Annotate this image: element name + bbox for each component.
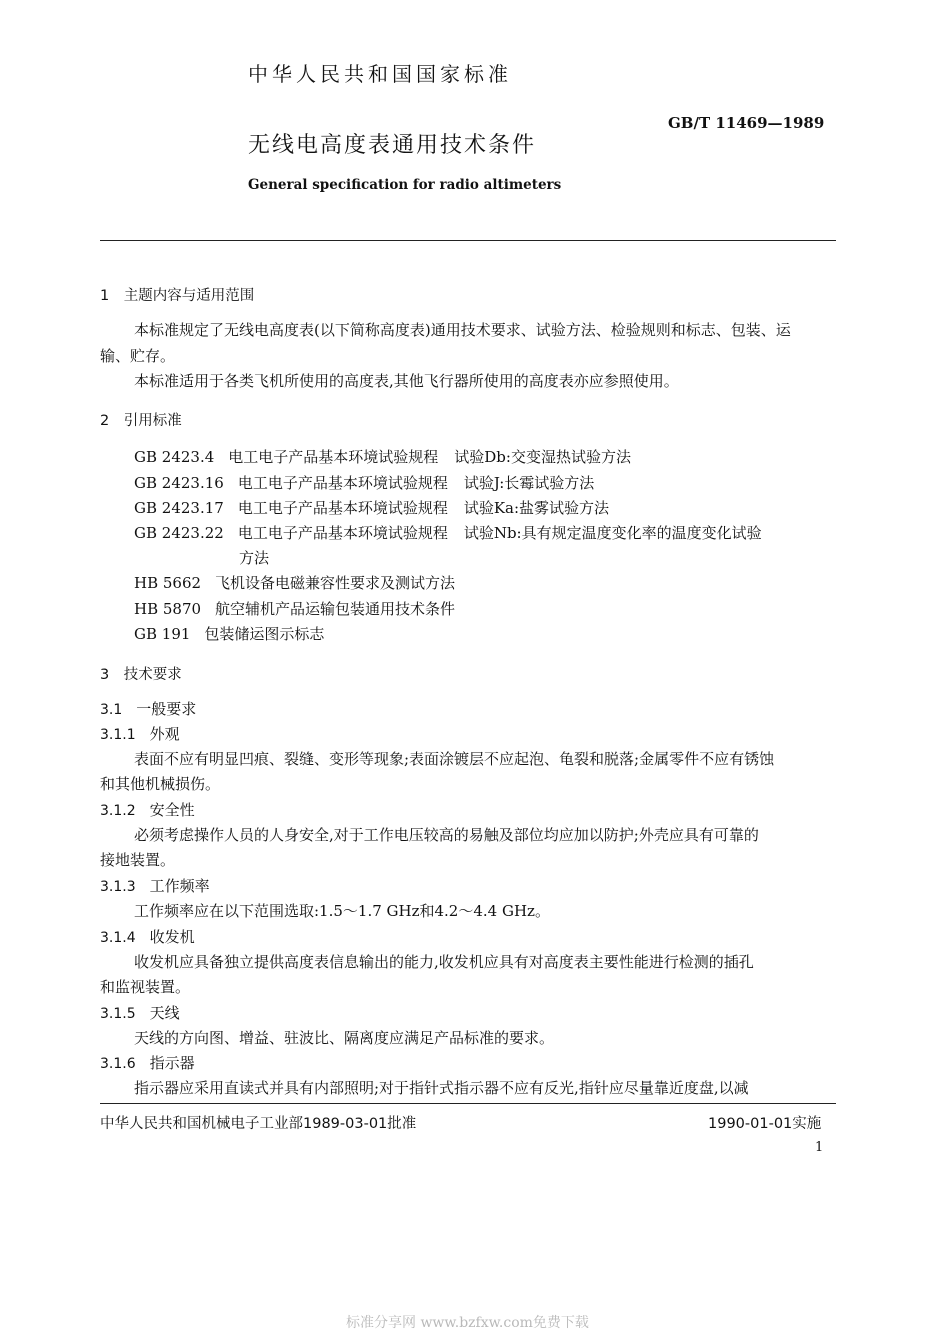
subsection-3-1-3 <box>100 875 210 896</box>
reference-item <box>134 522 762 543</box>
reference-item <box>134 472 594 493</box>
reference-title: 电工电子产品基本环境试验规程 <box>228 448 439 466</box>
subsection-number: 3.1.1 <box>100 727 136 743</box>
subsection-number: 3.1 <box>100 702 123 718</box>
reference-test: 试验Nb:具有规定温度变化率的温度变化试验 <box>463 524 762 542</box>
reference-code: GB 2423.4 <box>134 448 215 466</box>
standard-organization: 中华人民共和国国家标准 <box>248 62 512 86</box>
standard-code: GB/T 11469—1989 <box>668 114 825 132</box>
approval-note: 中华人民共和国机械电子工业部1989-03-01批准 <box>100 1116 417 1132</box>
subsection-3-1-2 <box>100 799 195 820</box>
section-1-paragraph-1-line-2: 输、贮存。 <box>100 347 176 365</box>
document-title-en: General specification for radio altimeters <box>248 177 562 193</box>
subsection-label: 安全性 <box>149 801 195 819</box>
section-1-paragraph-2: 本标准适用于各类飞机所使用的高度表,其他飞行器所使用的高度表亦应参照使用。 <box>134 372 679 390</box>
footer-divider <box>100 1103 836 1104</box>
section-1-paragraph-1-line-1: 本标准规定了无线电高度表(以下简称高度表)通用技术要求、试验方法、检验规则和标志、包装、运 <box>134 321 791 339</box>
subsection-number: 3.1.4 <box>100 930 136 946</box>
subsection-number: 3.1.6 <box>100 1056 136 1072</box>
subsection-3-1-2-text-line-2: 接地装置。 <box>100 851 176 869</box>
subsection-3-1-4-text-line-2: 和监视装置。 <box>100 978 191 996</box>
subsection-label: 指示器 <box>149 1054 195 1072</box>
section-2-heading: 2 引用标准 <box>100 413 182 429</box>
reference-test: 试验Ka:盐雾试验方法 <box>463 499 610 517</box>
subsection-3-1-3-text: 工作频率应在以下范围选取:1.5～1.7 GHz和4.2～4.4 GHz。 <box>134 902 550 920</box>
reference-item <box>134 623 324 644</box>
reference-title: 飞机设备电磁兼容性要求及测试方法 <box>215 574 456 592</box>
reference-title: 电工电子产品基本环境试验规程 <box>237 499 448 517</box>
reference-title: 电工电子产品基本环境试验规程 <box>237 474 448 492</box>
subsection-3-1-1-text-line-2: 和其他机械损伤。 <box>100 775 221 793</box>
reference-code: GB 2423.22 <box>134 524 224 542</box>
page-number: 1 <box>815 1140 824 1155</box>
subsection-number: 3.1.3 <box>100 879 136 895</box>
implementation-date: 1990-01-01实施 <box>708 1116 822 1132</box>
reference-continuation: 方法 <box>239 549 270 567</box>
subsection-label: 工作频率 <box>149 877 210 895</box>
reference-title: 电工电子产品基本环境试验规程 <box>237 524 448 542</box>
subsection-3-1-4-text-line-1: 收发机应具备独立提供高度表信息输出的能力,收发机应具有对高度表主要性能进行检测的插孔 <box>134 953 754 971</box>
subsection-3-1-1 <box>100 723 180 744</box>
subsection-3-1-4 <box>100 926 195 947</box>
reference-test: 试验Db:交变湿热试验方法 <box>454 448 631 466</box>
reference-code: HB 5662 <box>134 574 202 592</box>
subsection-3-1-6 <box>100 1052 195 1073</box>
reference-item <box>134 497 609 518</box>
reference-item <box>134 572 455 593</box>
reference-code: HB 5870 <box>134 600 202 618</box>
reference-code: GB 191 <box>134 625 191 643</box>
reference-code: GB 2423.17 <box>134 499 224 517</box>
subsection-number: 3.1.5 <box>100 1006 136 1022</box>
reference-test: 试验J:长霉试验方法 <box>463 474 595 492</box>
subsection-label: 收发机 <box>149 928 195 946</box>
subsection-label: 天线 <box>149 1004 180 1022</box>
reference-title: 包装储运图示标志 <box>204 625 325 643</box>
watermark-text: 标准分享网 www.bzfxw.com免费下载 <box>346 1315 589 1331</box>
reference-title: 航空辅机产品运输包装通用技术条件 <box>215 600 456 618</box>
header-divider <box>100 240 836 241</box>
subsection-label: 外观 <box>149 725 180 743</box>
subsection-3-1-5-text: 天线的方向图、增益、驻波比、隔离度应满足产品标准的要求。 <box>134 1029 555 1047</box>
reference-code: GB 2423.16 <box>134 474 224 492</box>
subsection-number: 3.1.2 <box>100 803 136 819</box>
reference-item <box>134 598 455 619</box>
subsection-3-1-6-text: 指示器应采用直读式并具有内部照明;对于指针式指示器不应有反光,指针应尽量靠近度盘,以减 <box>134 1079 749 1097</box>
document-title-cn: 无线电高度表通用技术条件 <box>248 133 537 158</box>
subsection-label: 一般要求 <box>136 700 197 718</box>
reference-item <box>134 446 631 467</box>
subsection-3-1-2-text-line-1: 必须考虑操作人员的人身安全,对于工作电压较高的易触及部位均应加以防护;外壳应具有可靠的 <box>134 826 759 844</box>
subsection-3-1-1-text-line-1: 表面不应有明显凹痕、裂缝、变形等现象;表面涂镀层不应起泡、龟裂和脱落;金属零件不应有锈蚀 <box>134 750 775 768</box>
section-1-heading: 1 主题内容与适用范围 <box>100 288 255 304</box>
subsection-3-1-5 <box>100 1002 180 1023</box>
subsection-3-1 <box>100 698 196 719</box>
section-3-heading: 3 技术要求 <box>100 667 182 683</box>
